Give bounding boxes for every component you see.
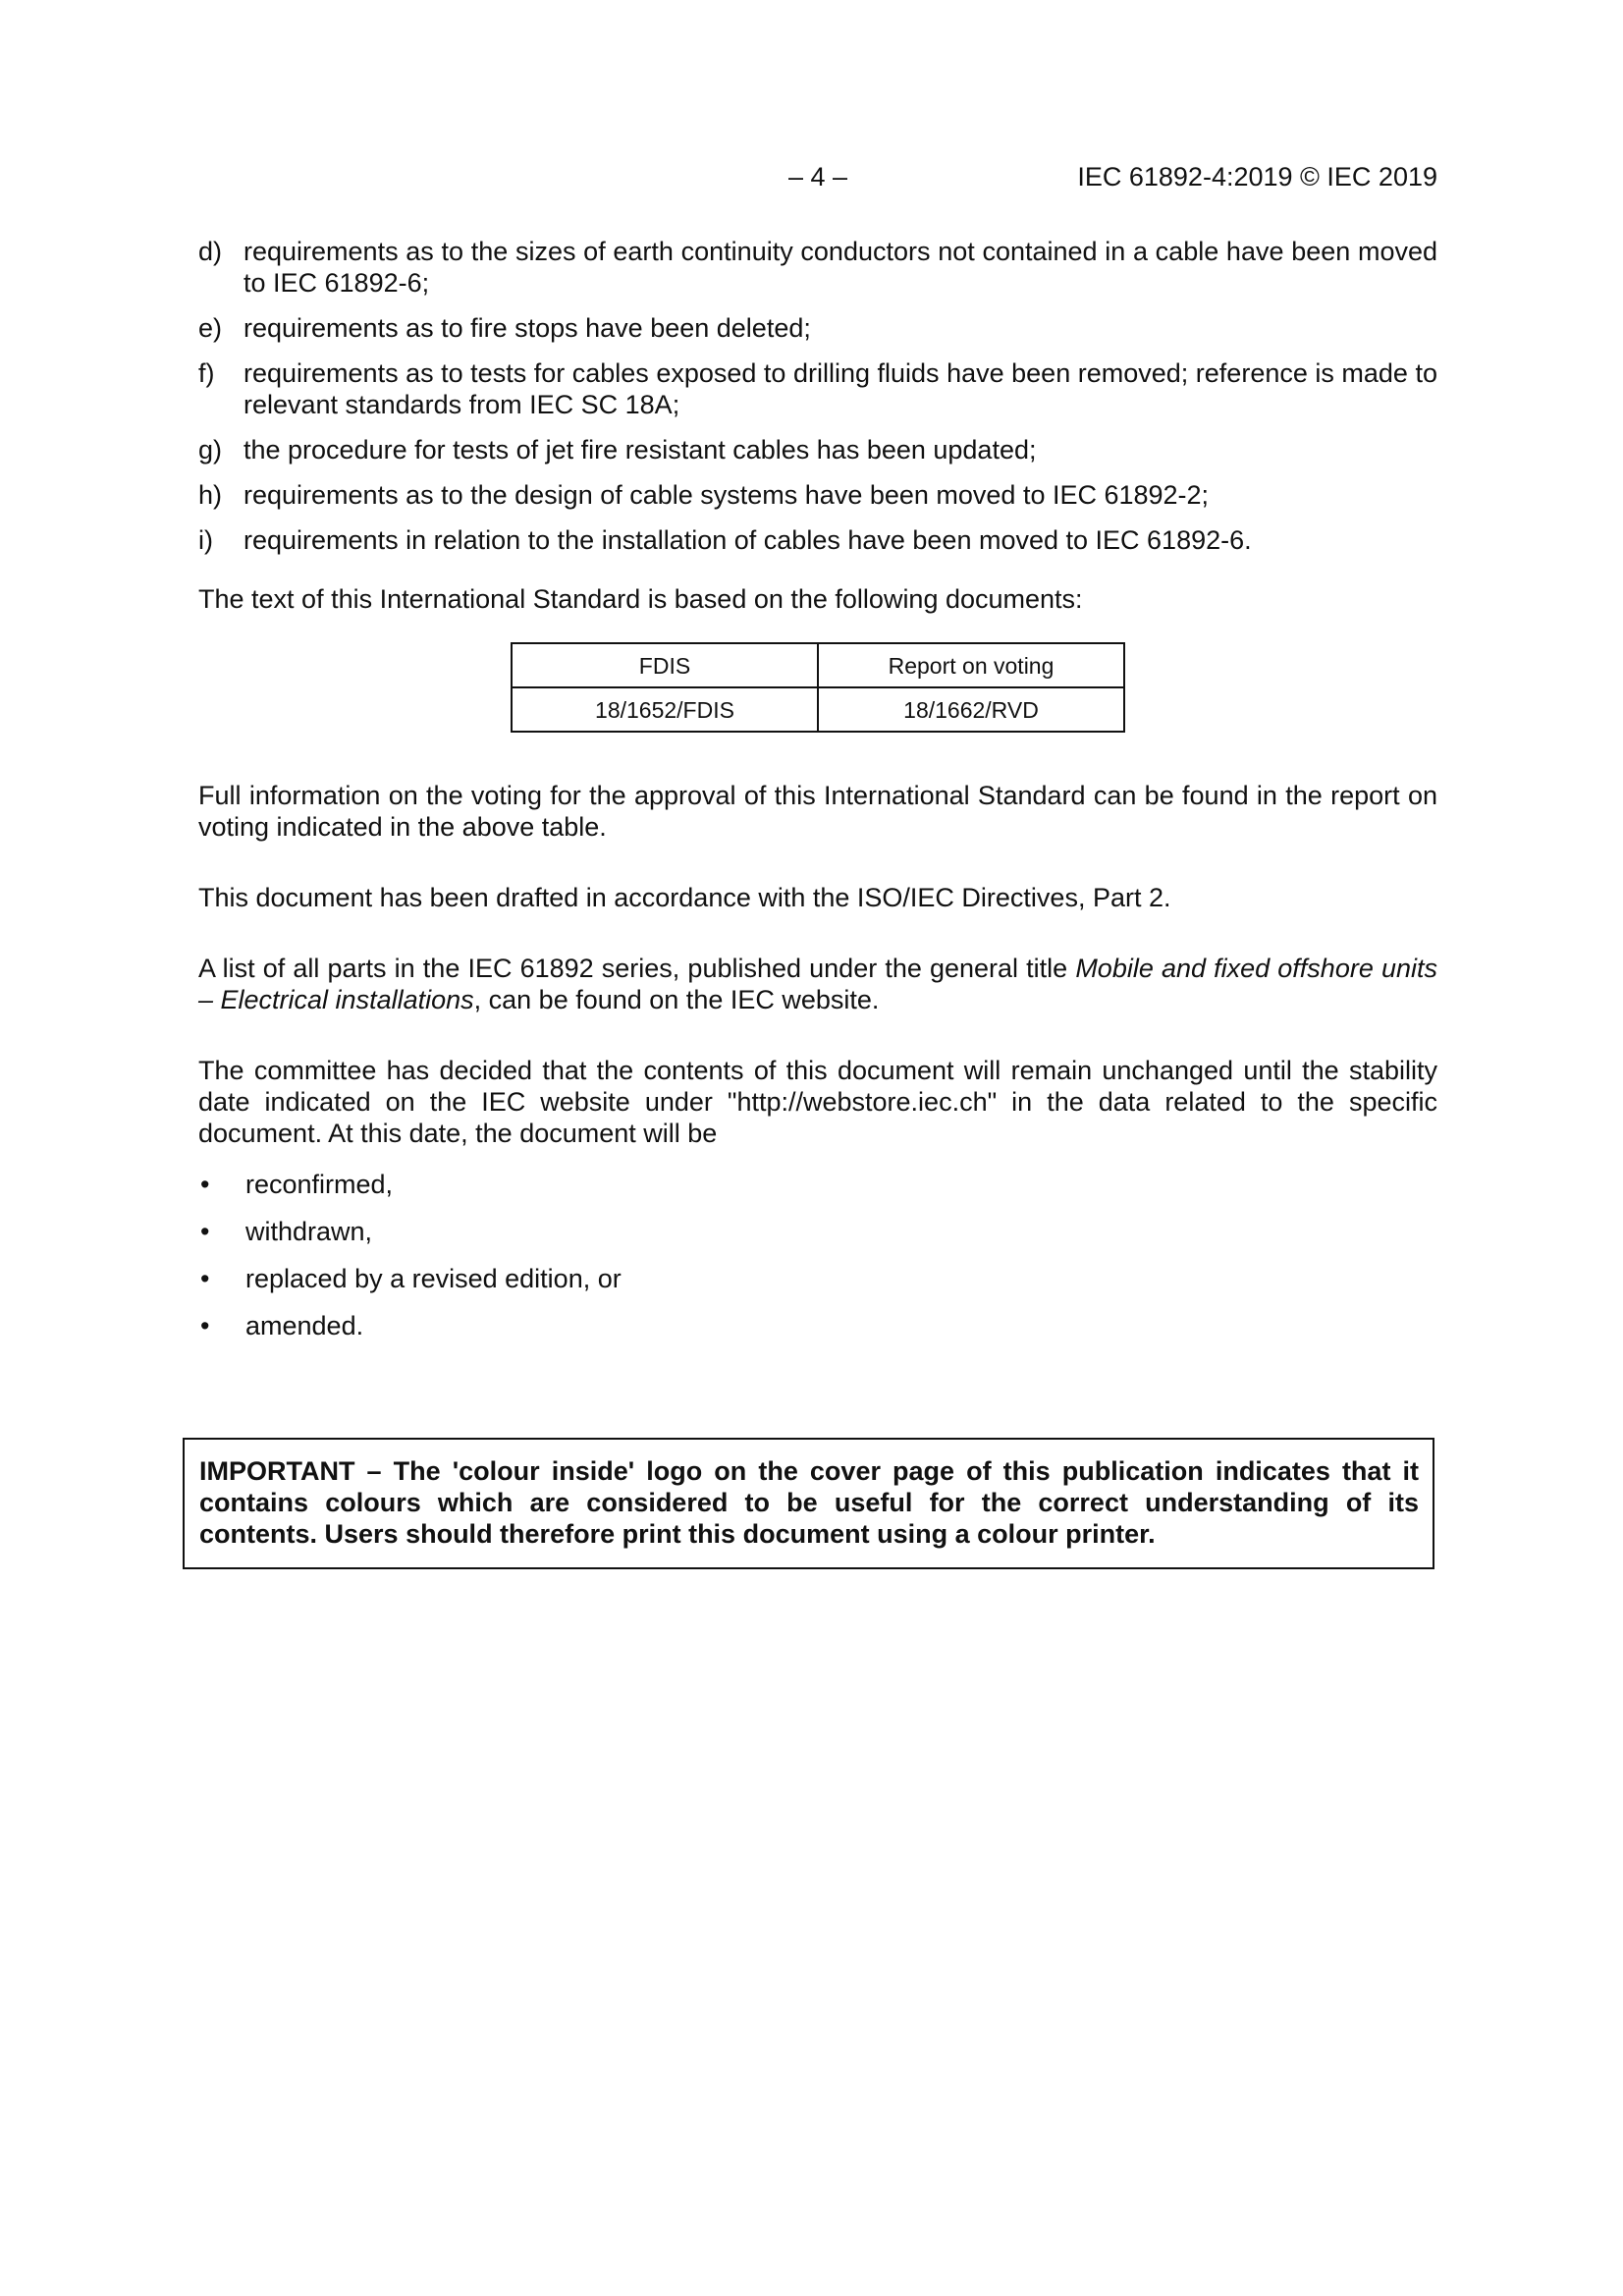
list-item-text: requirements as to the sizes of earth continuity conductors not contained in a cable have been moved to IEC 61892-6; [243, 237, 1437, 298]
list-item [198, 1263, 1437, 1294]
list-item [198, 434, 1437, 465]
table-cell: 18/1652/FDIS [512, 687, 818, 732]
list-item [198, 524, 1437, 556]
table-row [512, 687, 1124, 732]
page-number: – 4 – [787, 162, 848, 191]
list-item-label: d) [198, 237, 223, 266]
outcomes-list [198, 1169, 1437, 1341]
list-item-text: requirements in relation to the installation of cables have been moved to IEC 61892-6. [243, 525, 1252, 555]
list-item-text: requirements as to the design of cable systems have been moved to IEC 61892-2; [243, 480, 1210, 510]
list-item [198, 236, 1437, 299]
list-item-text: the procedure for tests of jet fire resistant cables has been updated; [243, 435, 1037, 465]
list-item-text: requirements as to tests for cables exposed to drilling fluids have been removed; reference is made to relevant standards from IEC SC 18A; [243, 358, 1437, 419]
list-item [198, 1169, 1437, 1200]
list-item-label: h) [198, 480, 223, 510]
list-item-label: e) [198, 313, 223, 343]
bullet-icon: • [200, 1264, 210, 1293]
important-notice-box: IMPORTANT – The 'colour inside' logo on the cover page of this publication indicates that it contains colours which are considered to be useful for the correct understanding of its contents. Users should therefore print this document using a colour printer. [183, 1438, 1434, 1569]
intro-paragraph: The text of this International Standard is based on the following documents: [198, 584, 1083, 614]
list-item-label: f) [198, 358, 215, 388]
list-item-text: withdrawn, [245, 1217, 373, 1246]
list-item [198, 1310, 1437, 1341]
list-item [198, 312, 1437, 344]
series-text-after: , can be found on the IEC website. [473, 985, 880, 1014]
list-item-text: amended. [245, 1311, 364, 1340]
list-item-label: i) [198, 525, 213, 555]
bullet-icon: • [200, 1311, 210, 1340]
list-item [198, 357, 1437, 420]
table-header-cell: Report on voting [818, 643, 1124, 687]
series-paragraph [198, 953, 1437, 1015]
bullet-icon: • [200, 1170, 210, 1199]
table-header-row [512, 643, 1124, 687]
page-header [198, 157, 1437, 196]
list-item [198, 479, 1437, 511]
list-item-text: requirements as to fire stops have been deleted; [243, 313, 811, 343]
list-item-text: replaced by a revised edition, or [245, 1264, 622, 1293]
list-item [198, 1216, 1437, 1247]
document-identifier: IEC 61892-4:2019 © IEC 2019 [1077, 162, 1437, 191]
table-cell: 18/1662/RVD [818, 687, 1124, 732]
drafting-paragraph: This document has been drafted in accordance with the ISO/IEC Directives, Part 2. [198, 883, 1171, 912]
series-text-before: A list of all parts in the IEC 61892 series, published under the general title [198, 954, 1076, 983]
main-content [198, 236, 1437, 1357]
changes-list [198, 236, 1437, 556]
list-item-text: reconfirmed, [245, 1170, 394, 1199]
voting-documents-table [511, 642, 1125, 733]
series-title: Mobile and fixed offshore units – Electrical installations [198, 954, 1438, 1014]
table-header-cell: FDIS [512, 643, 818, 687]
stability-paragraph: The committee has decided that the contents of this document will remain unchanged until the stability date indicated on the IEC website under "http://webstore.iec.ch" in the data related to the specific document. At this date, the document will be [198, 1056, 1437, 1148]
bullet-icon: • [200, 1217, 210, 1246]
list-item-label: g) [198, 435, 223, 465]
voting-info-paragraph: Full information on the voting for the approval of this International Standard can be found in the report on voting indicated in the above table. [198, 781, 1437, 842]
